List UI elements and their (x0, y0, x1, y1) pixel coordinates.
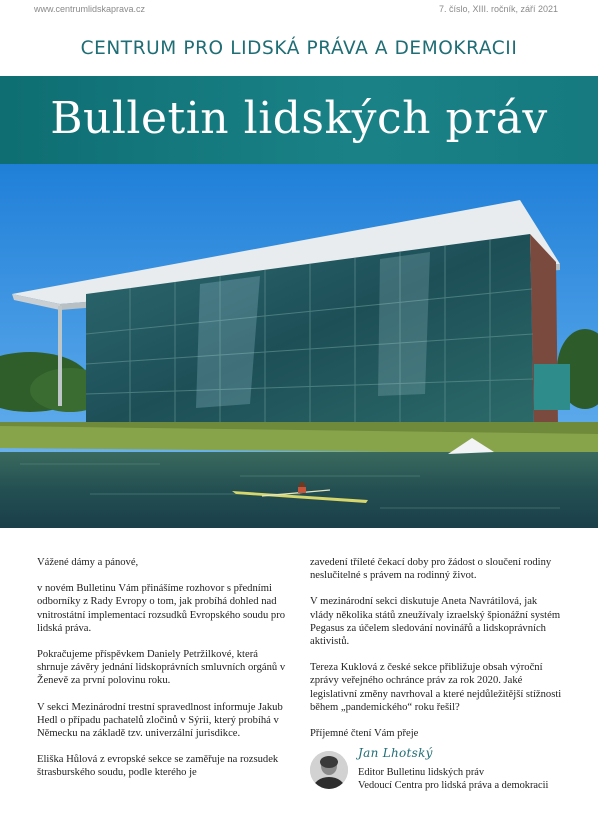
paragraph: V mezinárodní sekci diskutuje Aneta Navrátilová, jak vlády několika států zneužívaly izraelský špionážní systém Pegasus za účelem sledování novinářů a lidskoprávních aktivistů. (310, 596, 561, 648)
cover-photo (0, 164, 598, 528)
handwritten-signature: Jan Lhotský (358, 746, 433, 760)
signature-role: Vedoucí Centra pro lidská práva a demokracii (358, 780, 549, 791)
text-column-right (310, 556, 562, 753)
paragraph: Tereza Kuklová z české sekce přibližuje obsah výroční zprávy veřejného ochránce práv za rok 2020. Jaké legislativní změny navrhoval a které nejdůležitější stížnosti během „pandemického“ roku řešil? (310, 662, 562, 713)
paragraph-greeting: Vážené dámy a pánové, (37, 557, 139, 568)
paragraph: zavedení tříleté čekací doby pro žádost o sloučení rodiny neslučitelné s právem na rodinný život. (310, 557, 552, 582)
paragraph-closing: Příjemné čtení Vám přeje (310, 728, 419, 740)
avatar (310, 751, 348, 789)
paragraph: Eliška Hůlová z evropské sekce se zaměřuje na rozsudek štrasburského soudu, podle kterého je (37, 754, 279, 779)
signature-role: Editor Bulletinu lidských práv (358, 767, 485, 778)
paragraph: v novém Bulletinu Vám přinášíme rozhovor s předními odborníky z Rady Evropy o tom, jak probíhá dohled nad vnitrostátní implementací rozsudků Evropského soudu pro lidská práva. (37, 583, 286, 634)
title-banner (0, 76, 598, 164)
issue-info: 7. číslo, XIII. ročník, září 2021 (438, 4, 558, 14)
organization-name: CENTRUM PRO LIDSKÁ PRÁVA A DEMOKRACII (80, 38, 518, 59)
top-bar (0, 0, 598, 24)
bulletin-title: Bulletin lidských práv (50, 93, 548, 144)
paragraph: V sekci Mezinárodní trestní spravedlnost informuje Jakub Hedl o případu pachatelů zločinů v Sýrii, který probíhá v Německu na základě tzv. univerzální jurisdikce. (37, 701, 283, 740)
paragraph: Pokračujeme příspěvkem Daniely Petržilkové, která shrnuje závěry jednání lidskoprávních smluvních orgánů v Ženevě za první polovinu roku. (37, 649, 286, 687)
text-column-left (37, 556, 289, 793)
site-url[interactable]: www.centrumlidskaprava.cz (34, 4, 146, 14)
signature-block (310, 746, 570, 806)
